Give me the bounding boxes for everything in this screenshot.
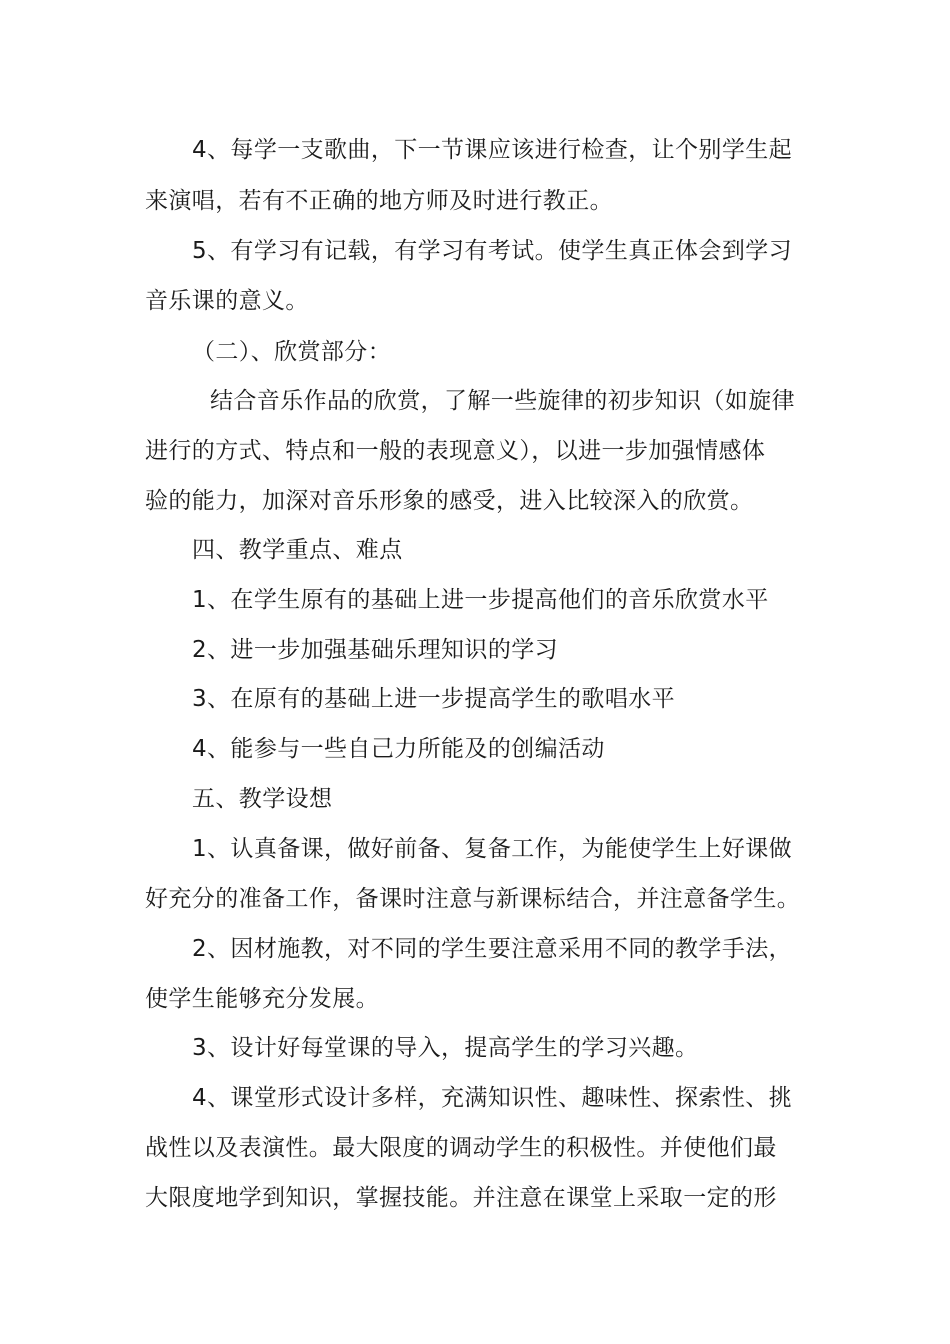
paragraph-line: 验的能力，加深对音乐形象的感受，进入比较深入的欣赏。: [145, 488, 754, 514]
paragraph-line: 4、每学一支歌曲，下一节课应该进行检查，让个别学生起: [192, 137, 793, 163]
paragraph-line: 好充分的准备工作，备课时注意与新课标结合，并注意备学生。: [145, 886, 801, 912]
list-item: 3、在原有的基础上进一步提高学生的歌唱水平: [192, 686, 676, 712]
paragraph-line: 5、有学习有记载，有学习有考试。使学生真正体会到学习: [192, 238, 793, 264]
list-item: 1、在学生原有的基础上进一步提高他们的音乐欣赏水平: [192, 587, 769, 613]
list-item: 2、进一步加强基础乐理知识的学习: [192, 637, 559, 663]
paragraph-line: 来演唱，若有不正确的地方师及时进行教正。: [145, 188, 613, 214]
paragraph-line: 结合音乐作品的欣赏，了解一些旋律的初步知识（如旋律: [210, 388, 795, 414]
paragraph-line: 音乐课的意义。: [145, 288, 309, 314]
paragraph-line: 进行的方式、特点和一般的表现意义），以进一步加强情感体: [145, 438, 766, 464]
list-item: 2、因材施教，对不同的学生要注意采用不同的教学手法，: [192, 936, 793, 962]
list-item: 4、能参与一些自己力所能及的创编活动: [192, 736, 605, 762]
section-heading: （二）、欣赏部分：: [192, 339, 392, 365]
list-item: 4、课堂形式设计多样，充满知识性、趣味性、探索性、挑: [192, 1085, 793, 1111]
section-heading: 四、教学重点、难点: [192, 537, 403, 563]
paragraph-line: 大限度地学到知识，掌握技能。并注意在课堂上采取一定的形: [145, 1185, 777, 1211]
list-item: 1、认真备课，做好前备、复备工作，为能使学生上好课做: [192, 836, 793, 862]
section-heading: 五、教学设想: [192, 786, 333, 812]
list-item: 3、设计好每堂课的导入，提高学生的学习兴趣。: [192, 1035, 699, 1061]
paragraph-line: 使学生能够充分发展。: [145, 986, 379, 1012]
paragraph-line: 战性以及表演性。最大限度的调动学生的积极性。并使他们最: [145, 1135, 777, 1161]
